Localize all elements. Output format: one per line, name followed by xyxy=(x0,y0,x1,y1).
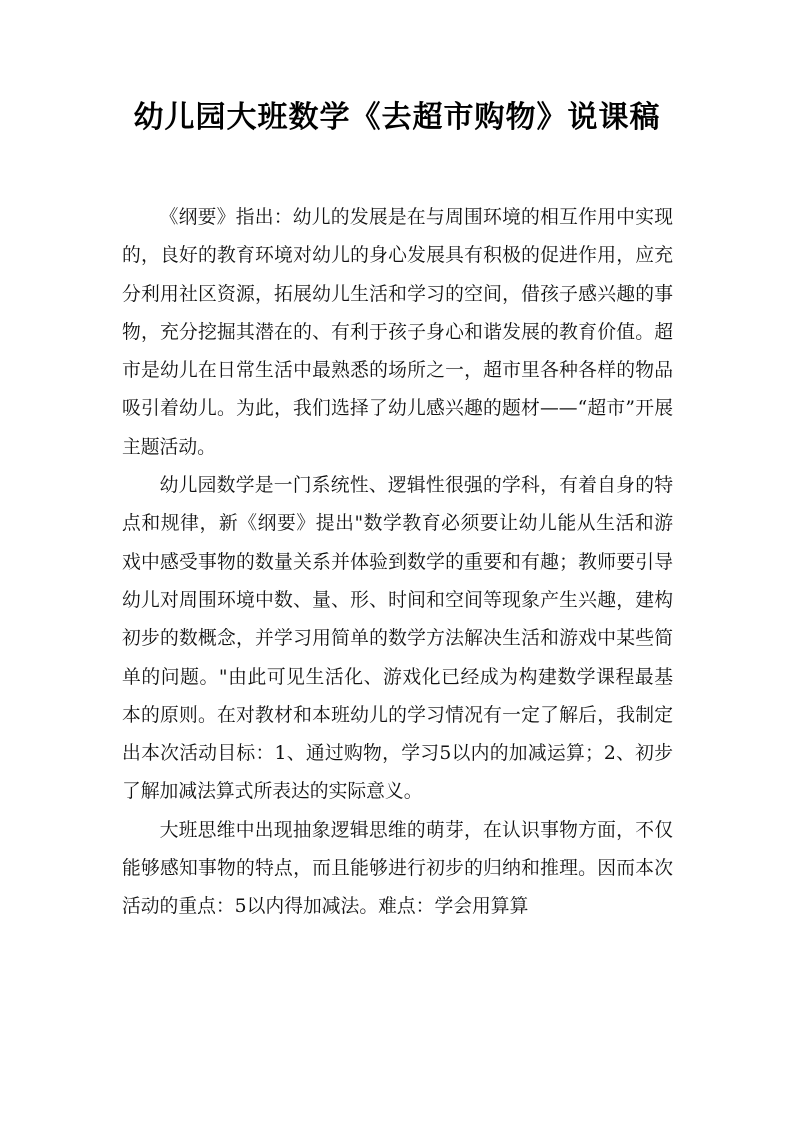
paragraph-guideline: 《纲要》指出：幼儿的发展是在与周围环境的相互作用中实现的，良好的教育环境对幼儿的身心发展具有积极的促进作用，应充分利用社区资源，拓展幼儿生活和学习的空间，借孩子感兴趣的事物，充分挖掘其潜在的、有利于孩子身心和谐发展的教育价值。超市是幼儿在日常生活中最熟悉的场所之一，超市里各种各样的物品吸引着幼儿。为此，我们选择了幼儿感兴趣的题材——“超市”开展主题活动。 xyxy=(122,207,673,458)
paragraph-key-points: 大班思维中出现抽象逻辑思维的萌芽，在认识事物方面，不仅能够感知事物的特点，而且能够进行初步的归纳和推理。因而本次活动的重点：5以内得加减法。难点：学会用算算 xyxy=(122,819,673,918)
paragraph-math-goals: 幼儿园数学是一门系统性、逻辑性很强的学科，有着自身的特点和规律，新《纲要》提出"数学教育必须要让幼儿能从生活和游戏中感受事物的数量关系并体验到数学的重要和有趣；教师要引导幼儿对周围环境中数、量、形、时间和空间等现象产生兴趣，建构初步的数概念，并学习用简单的数学方法解决生活和游戏中某些简单的问题。"由此可见生活化、游戏化已经成为构建数学课程最基本的原则。在对教材和本班幼儿的学习情况有一定了解后，我制定出本次活动目标：1、通过购物，学习5以内的加减运算；2、初步了解加减法算式所表达的实际意义。 xyxy=(122,475,673,803)
document-title: 幼儿园大班数学《去超市购物》说课稿 xyxy=(133,100,661,135)
document-body xyxy=(122,199,673,927)
